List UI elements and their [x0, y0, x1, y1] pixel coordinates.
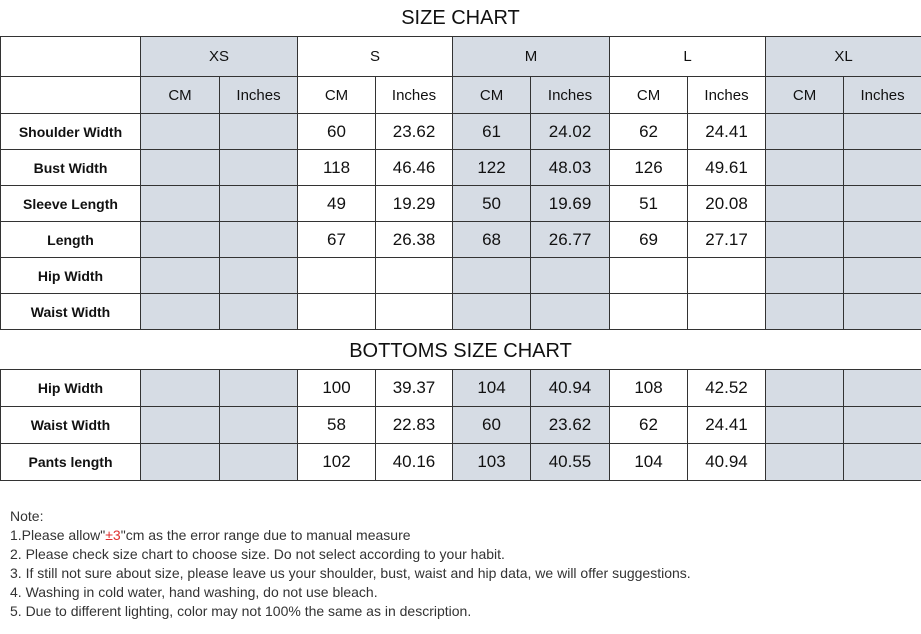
measurement-cell	[531, 258, 610, 294]
table-row	[1, 186, 921, 222]
measurement-cell	[844, 222, 921, 258]
measurement-cell	[844, 186, 921, 222]
measurement-cell	[376, 294, 453, 330]
note-tolerance: ±3	[105, 527, 121, 543]
measurement-cell	[766, 258, 844, 294]
size-header-m: M	[453, 37, 610, 77]
table-row	[1, 150, 921, 186]
note-line-5: 5. Due to different lighting, color may not 100% the same as in description.	[10, 603, 472, 619]
measurement-cell: 49.61	[688, 150, 766, 186]
size-header-l: L	[610, 37, 766, 77]
measurement-cell: 49	[298, 186, 376, 222]
measurement-cell	[220, 114, 298, 150]
measurement-cell	[844, 258, 921, 294]
measurement-cell	[688, 294, 766, 330]
measurement-cell	[453, 258, 531, 294]
size-chart-title: SIZE CHART	[401, 7, 520, 29]
measurement-cell: 67	[298, 222, 376, 258]
measurement-cell	[141, 370, 220, 407]
size-header-s: S	[298, 37, 453, 77]
measurement-cell: 40.16	[376, 444, 453, 481]
measurement-cell: 42.52	[688, 370, 766, 407]
measurement-cell	[298, 294, 376, 330]
unit-header-inches: Inches	[376, 77, 453, 114]
measurement-cell: 104	[610, 444, 688, 481]
measurement-cell: 102	[298, 444, 376, 481]
measurement-cell	[766, 114, 844, 150]
measurement-cell: 40.94	[688, 444, 766, 481]
table-row	[1, 407, 921, 444]
measurement-cell: 122	[453, 150, 531, 186]
unit-header-inches: Inches	[844, 77, 921, 114]
bottoms-size-chart-title: BOTTOMS SIZE CHART	[349, 340, 572, 362]
unit-header-inches: Inches	[688, 77, 766, 114]
measurement-cell: 46.46	[376, 150, 453, 186]
measurement-cell: 19.29	[376, 186, 453, 222]
tops-rows	[1, 114, 921, 330]
measurement-cell	[844, 114, 921, 150]
measurement-cell	[141, 222, 220, 258]
measurement-cell: 20.08	[688, 186, 766, 222]
measurement-cell	[220, 186, 298, 222]
row-label: Pants length	[1, 444, 141, 481]
unit-header-cm: CM	[610, 77, 688, 114]
notes-section	[10, 507, 691, 621]
row-label: Hip Width	[1, 370, 141, 407]
measurement-cell	[844, 150, 921, 186]
measurement-cell	[766, 407, 844, 444]
measurement-cell: 26.77	[531, 222, 610, 258]
measurement-cell	[220, 444, 298, 481]
unit-header-inches: Inches	[531, 77, 610, 114]
table-row	[1, 222, 921, 258]
measurement-cell: 58	[298, 407, 376, 444]
measurement-cell: 103	[453, 444, 531, 481]
tops-size-table	[0, 36, 921, 330]
unit-header-cm: CM	[766, 77, 844, 114]
note-line-1-pre: 1.Please allow"	[10, 527, 106, 543]
measurement-cell: 51	[610, 186, 688, 222]
note-line-4: 4. Washing in cold water, hand washing, do not use bleach.	[10, 584, 378, 600]
measurement-cell: 27.17	[688, 222, 766, 258]
measurement-cell	[141, 294, 220, 330]
measurement-cell	[220, 258, 298, 294]
measurement-cell	[220, 150, 298, 186]
measurement-cell	[610, 294, 688, 330]
measurement-cell	[766, 222, 844, 258]
measurement-cell: 22.83	[376, 407, 453, 444]
table-row	[1, 370, 921, 407]
measurement-cell: 118	[298, 150, 376, 186]
size-header-xl: XL	[766, 37, 921, 77]
note-line-2: 2. Please check size chart to choose size. Do not select according to your habit.	[10, 546, 505, 562]
measurement-cell	[453, 294, 531, 330]
row-label: Waist Width	[1, 294, 141, 330]
measurement-cell	[766, 294, 844, 330]
unit-header-inches: Inches	[220, 77, 298, 114]
measurement-cell	[688, 258, 766, 294]
measurement-cell: 60	[298, 114, 376, 150]
measurement-cell	[376, 258, 453, 294]
measurement-cell	[844, 444, 921, 481]
table-row	[1, 294, 921, 330]
unit-header-cm: CM	[298, 77, 376, 114]
measurement-cell: 24.41	[688, 114, 766, 150]
measurement-cell	[844, 407, 921, 444]
measurement-cell: 62	[610, 114, 688, 150]
measurement-cell	[610, 258, 688, 294]
measurement-cell: 26.38	[376, 222, 453, 258]
row-label: Bust Width	[1, 150, 141, 186]
measurement-cell: 60	[453, 407, 531, 444]
measurement-cell: 62	[610, 407, 688, 444]
measurement-cell	[141, 407, 220, 444]
measurement-cell	[141, 114, 220, 150]
measurement-cell	[220, 294, 298, 330]
measurement-cell: 48.03	[531, 150, 610, 186]
measurement-cell: 100	[298, 370, 376, 407]
measurement-cell	[766, 444, 844, 481]
measurement-cell	[141, 150, 220, 186]
measurement-cell	[298, 258, 376, 294]
measurement-cell	[220, 222, 298, 258]
table-row	[1, 258, 921, 294]
measurement-cell: 108	[610, 370, 688, 407]
measurement-cell	[766, 370, 844, 407]
measurement-cell: 23.62	[531, 407, 610, 444]
measurement-cell: 39.37	[376, 370, 453, 407]
measurement-cell: 23.62	[376, 114, 453, 150]
measurement-cell: 69	[610, 222, 688, 258]
measurement-cell	[220, 407, 298, 444]
measurement-cell: 126	[610, 150, 688, 186]
measurement-cell: 68	[453, 222, 531, 258]
measurement-cell: 61	[453, 114, 531, 150]
size-header-xs: XS	[141, 37, 298, 77]
corner-cell	[1, 77, 141, 114]
measurement-cell	[766, 186, 844, 222]
row-label: Hip Width	[1, 258, 141, 294]
measurement-cell: 24.02	[531, 114, 610, 150]
table-row	[1, 114, 921, 150]
measurement-cell	[844, 294, 921, 330]
measurement-cell	[141, 258, 220, 294]
unit-header-cm: CM	[453, 77, 531, 114]
measurement-cell	[844, 370, 921, 407]
table-row	[1, 444, 921, 481]
measurement-cell: 19.69	[531, 186, 610, 222]
bottoms-size-table	[0, 369, 921, 481]
note-line-3: 3. If still not sure about size, please leave us your shoulder, bust, waist and hip data, we will offer suggestions.	[10, 565, 691, 581]
measurement-cell	[141, 444, 220, 481]
notes-heading: Note:	[10, 508, 44, 524]
row-label: Sleeve Length	[1, 186, 141, 222]
row-label: Waist Width	[1, 407, 141, 444]
measurement-cell: 40.55	[531, 444, 610, 481]
measurement-cell: 24.41	[688, 407, 766, 444]
note-line-1-post: "cm as the error range due to manual measure	[120, 527, 411, 543]
corner-cell	[1, 37, 141, 77]
measurement-cell	[220, 370, 298, 407]
unit-header-cm: CM	[141, 77, 220, 114]
row-label: Shoulder Width	[1, 114, 141, 150]
measurement-cell: 40.94	[531, 370, 610, 407]
measurement-cell	[766, 150, 844, 186]
measurement-cell: 104	[453, 370, 531, 407]
bottoms-rows	[1, 370, 921, 481]
measurement-cell	[141, 186, 220, 222]
note-line-1	[10, 526, 691, 545]
row-label: Length	[1, 222, 141, 258]
measurement-cell	[531, 294, 610, 330]
measurement-cell: 50	[453, 186, 531, 222]
